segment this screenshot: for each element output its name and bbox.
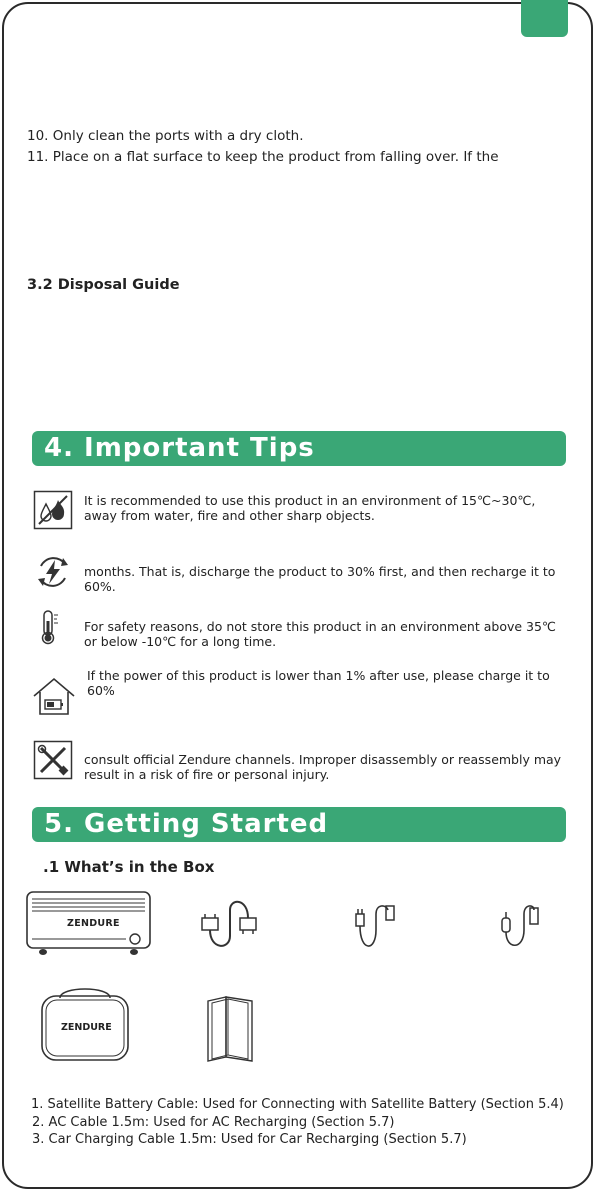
thermometer-icon (34, 609, 64, 649)
satellite-battery-cable-illustration (200, 896, 264, 958)
tip-text-5: consult official Zendure channels. Improper disassembly or reassembly may result in a risk of fire or personal injury. (84, 752, 562, 782)
no-water-fire-icon (33, 490, 73, 534)
tip-text-1: It is recommended to use this product in an environment of 15℃~30℃, away from water, fire and other sharp objects. (84, 493, 536, 523)
house-battery-icon (32, 676, 76, 720)
disposal-heading: 3.2 Disposal Guide (27, 277, 180, 293)
note-line-10: 10. Only clean the ports with a dry cloth. (27, 128, 304, 144)
box-heading: .1 What’s in the Box (43, 858, 215, 876)
no-tools-icon (33, 740, 73, 784)
page-corner-tab (521, 0, 568, 37)
carry-bag-brand-label: ZENDURE (61, 1022, 112, 1033)
power-station-brand-label: ZENDURE (67, 918, 120, 929)
important-tips-banner: 4. Important Tips (32, 431, 566, 466)
box-item-1: 1. Satellite Battery Cable: Used for Connecting with Satellite Battery (Section 5.4) (31, 1097, 564, 1112)
box-item-3: 3. Car Charging Cable 1.5m: Used for Car Recharging (Section 5.7) (32, 1132, 467, 1147)
tip-text-2: months. That is, discharge the product to 30% first, and then recharge it to 60%. (84, 564, 556, 594)
ac-cable-illustration (348, 900, 402, 958)
box-item-2: 2. AC Cable 1.5m: Used for AC Recharging (Section 5.7) (32, 1115, 395, 1130)
tip-text-3: For safety reasons, do not store this product in an environment above 35℃ or below -10℃ for a long time. (84, 619, 556, 649)
getting-started-banner: 5. Getting Started (32, 807, 566, 842)
tip-text-4: If the power of this product is lower than 1% after use, please charge it to 60% (87, 668, 550, 698)
cycle-charge-icon (33, 552, 73, 596)
car-charging-cable-illustration (494, 898, 550, 958)
user-manual-illustration (200, 995, 260, 1069)
note-line-11: 11. Place on a flat surface to keep the product from falling over. If the (27, 149, 499, 165)
